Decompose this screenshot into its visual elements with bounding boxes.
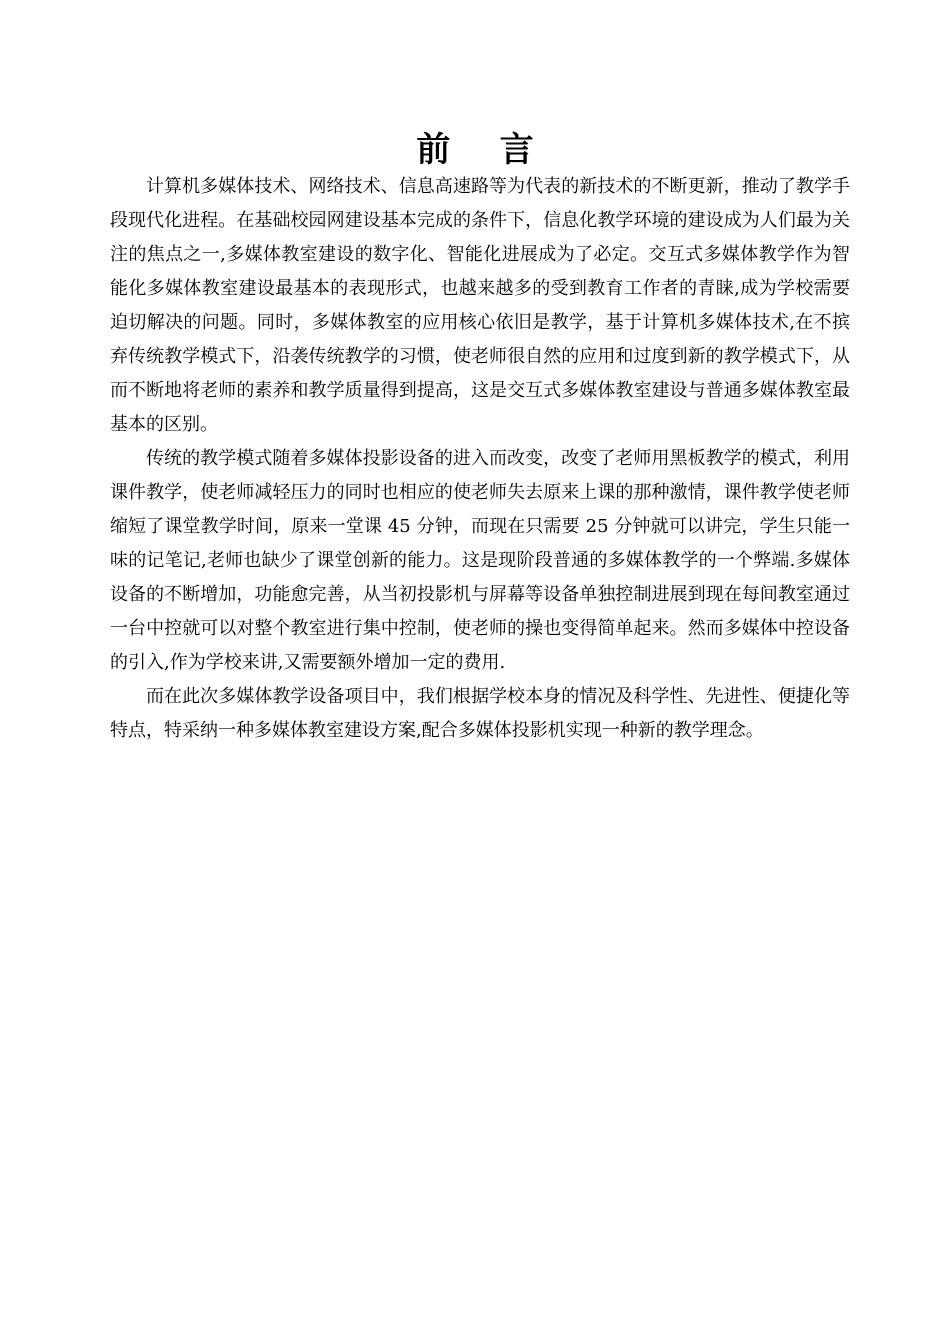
document-body (110, 170, 850, 748)
paragraph-3: 而在此次多媒体教学设备项目中，我们根据学校本身的情况及科学性、先进性、便捷化等特点，特采纳一种多媒体教室建设方案,配合多媒体投影机实现一种新的教学理念。 (110, 686, 850, 741)
paragraph-1: 计算机多媒体技术、网络技术、信息高速路等为代表的新技术的不断更新，推动了教学手段现代化进程。在基础校园网建设基本完成的条件下，信息化教学环境的建设成为人们最为关注的焦点之一,多媒体教室建设的数字化、智能化进展成为了必定。交互式多媒体教学作为智能化多媒体教室建设最基本的表现形式，也越来越多的受到教育工作者的青睐,成为学校需要迫切解决的问题。同时，多媒体教室的应用核心依旧是教学，基于计算机多媒体技术,在不摈弃传统教学模式下，沿袭传统教学的习惯，使老师很自然的应用和过度到新的教学模式下，从而不断地将老师的素养和教学质量得到提高，这是交互式多媒体教室建设与普通多媒体教室最基本的区别。 (110, 176, 850, 435)
page-title: 前 言 (416, 130, 553, 170)
paragraph-2: 传统的教学模式随着多媒体投影设备的进入而改变，改变了老师用黑板教学的模式，利用课件教学，使老师减轻压力的同时也相应的使老师失去原来上课的那种激情，课件教学使老师缩短了课堂教学时间，原来一堂课 45 分钟，而现在只需要 25 分钟就可以讲完，学生只能一味的记笔记,老师也缺少了课堂创新的能力。这是现阶段普通的多媒体教学的一个弊端.多媒体设备的不断增加，功能愈完善，从当初投影机与屏幕等设备单独控制进展到现在每间教室通过一台中控就可以对整个教室进行集中控制，使老师的操也变得简单起来。然而多媒体中控设备的引入,作为学校来讲,又需要额外增加一定的费用. (110, 448, 850, 673)
